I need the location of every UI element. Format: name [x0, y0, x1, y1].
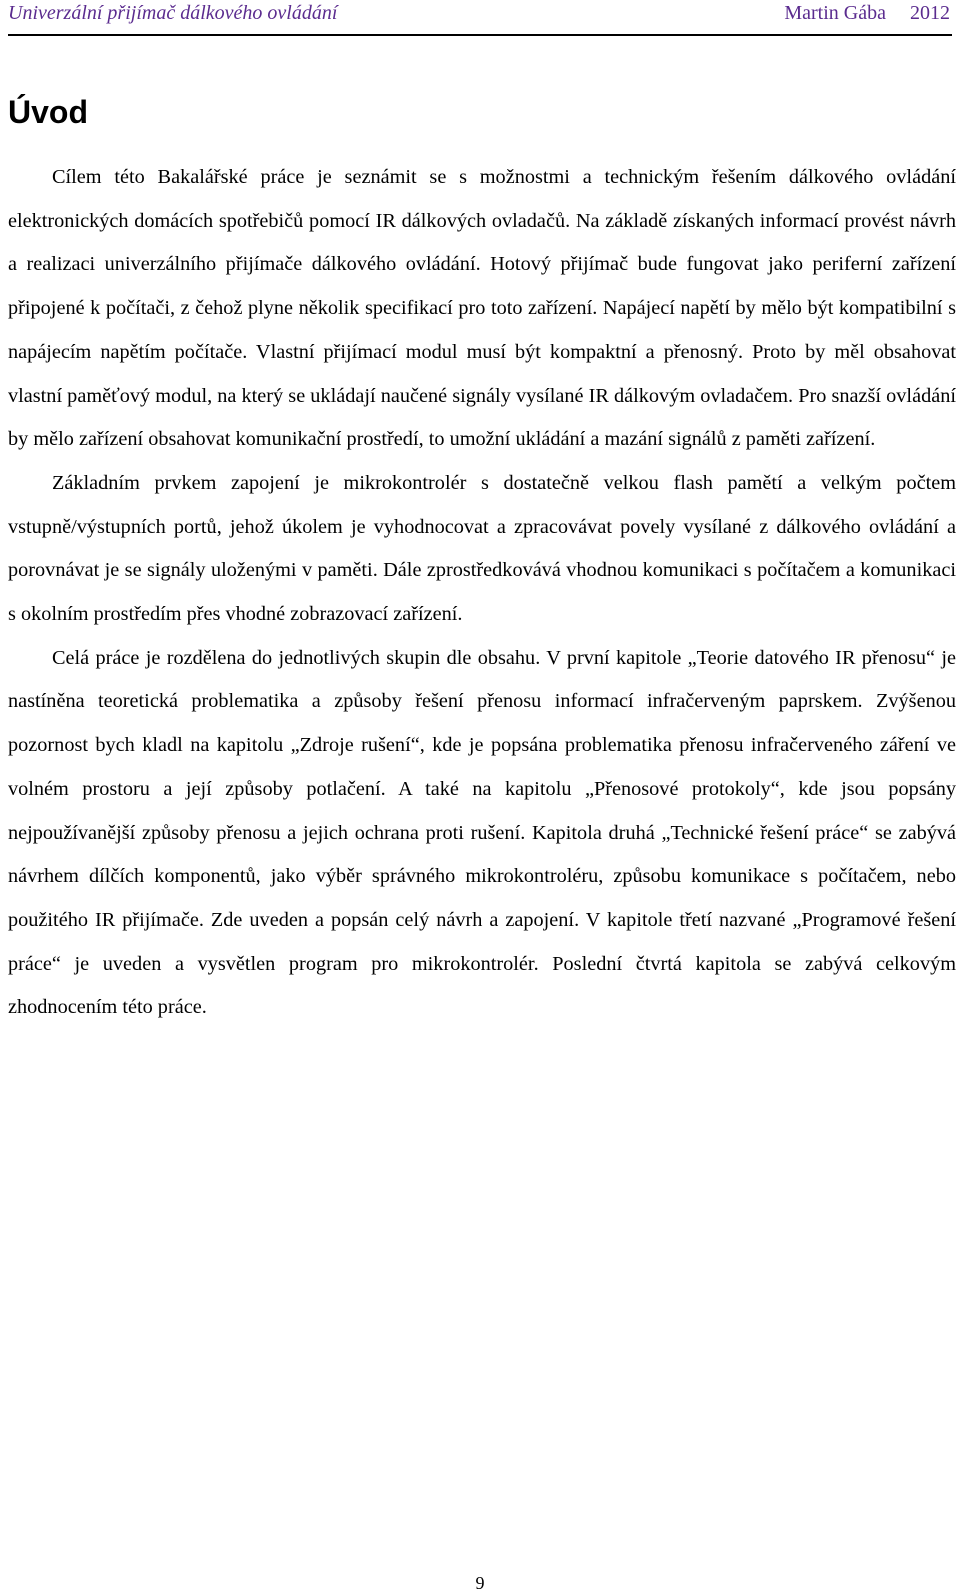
header-author-year: [784, 0, 950, 26]
paragraph-chapter-overview: Celá práce je rozdělena do jednotlivých skupin dle obsahu. V první kapitole „Teorie datového IR přenosu“ je nastíněna teoretická problematika a způsoby řešení přenosu informací infračerveným paprskem. Zvýšenou pozornost bych kladl na kapitolu „Zdroje rušení“, kde je popsána problematika přenosu infračerveného záření ve volném prostoru a její způsoby potlačení. A také na kapitolu „Přenosové protokoly“, kde jsou popsány nejpoužívanější způsoby přenosu a jejich ochrana proti rušení. Kapitola druhá „Technické řešení práce“ se zabývá návrhem dílčích komponentů, jako výběr správného mikrokontroléru, způsobu komunikace s počítačem, nebo použitého IR přijímače. Zde uveden a popsán celý návrh a zapojení. V kapitole třetí nazvané „Programové řešení práce“ je uveden a vysvětlen program pro mikrokontrolér. Poslední čtvrtá kapitola se zabývá celkovým zhodnocením této práce.: [8, 646, 956, 1019]
body-text: [8, 156, 956, 1030]
running-header: [8, 0, 952, 36]
header-year: 2012: [910, 2, 950, 24]
page-number: 9: [475, 1573, 485, 1593]
header-document-title: Univerzální přijímač dálkového ovládání: [8, 2, 338, 24]
chapter-title: Úvod: [8, 94, 88, 130]
header-author: Martin Gába: [784, 2, 886, 24]
paragraph-intro: Cílem této Bakalářské práce je seznámit se s možnostmi a technickým řešením dálkového ovládání elektronických domácích spotřebičů pomocí IR dálkových ovladačů. Na základě získaných informací provést návrh a realizaci univerzálního přijímače dálkového ovládání. Hotový přijímač bude fungovat jako periferní zařízení připojené k počítači, z čehož plyne několik specifikací pro toto zařízení. Napájecí napětí by mělo být kompatibilní s napájecím napětím počítače. Vlastní přijímací modul musí být kompaktní a přenosný. Proto by měl obsahovat vlastní paměťový modul, na který se ukládají naučené signály vysílané IR dálkovým ovladačem. Pro snazší ovládání by mělo zařízení obsahovat komunikační prostředí, to umožní ukládání a mazání signálů z paměti zařízení.: [8, 166, 956, 451]
paragraph-core-components: Základním prvkem zapojení je mikrokontrolér s dostatečně velkou flash pamětí a velkým počtem vstupně/výstupních portů, jehož úkolem je vyhodnocovat a zpracovávat povely vysílané z dálkového ovládání a porovnávat je se signály uloženými v paměti. Dále zprostředkovává vhodnou komunikaci s počítačem a komunikaci s okolním prostředím přes vhodné zobrazovací zařízení.: [8, 471, 956, 626]
